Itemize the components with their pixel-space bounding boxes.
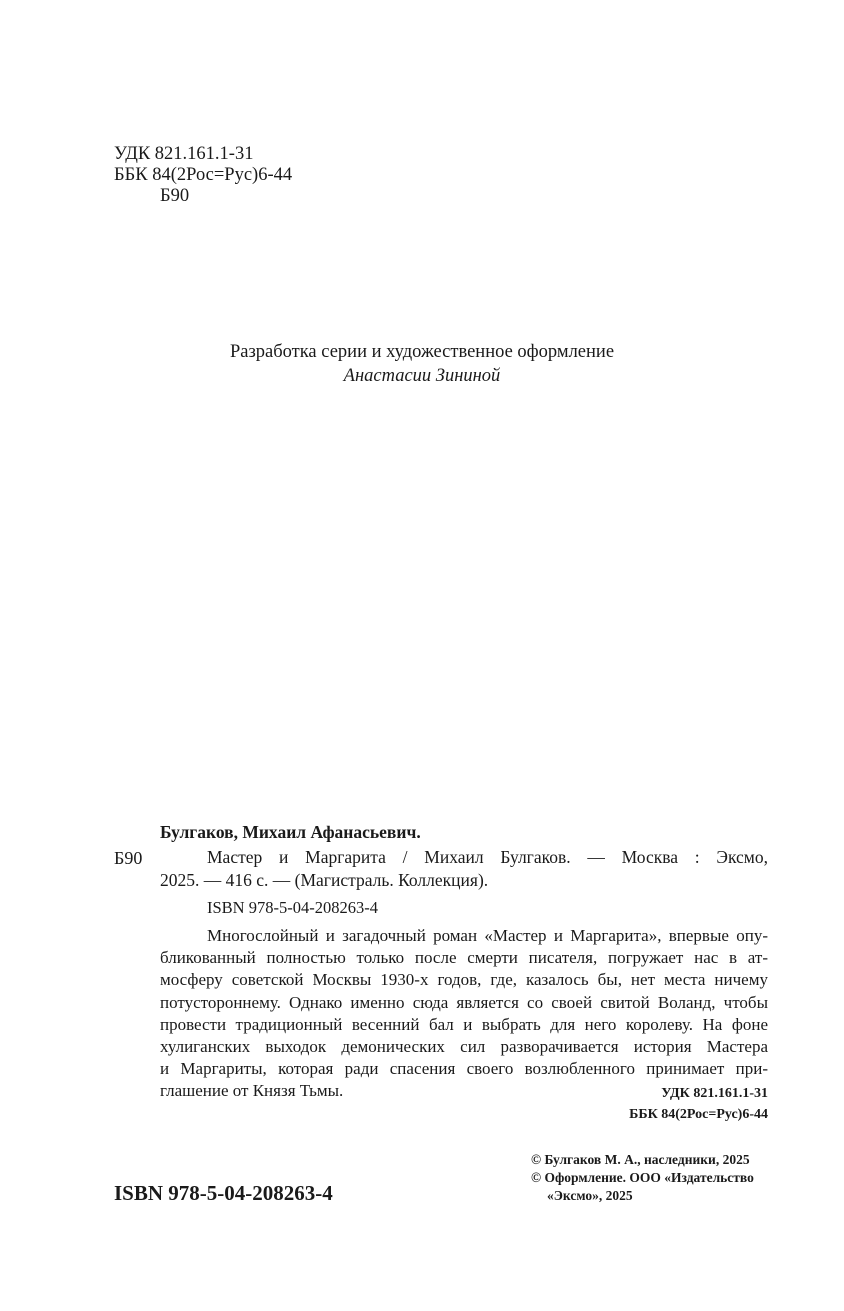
copyright-line: © Булгаков М. А., наследники, 2025	[531, 1152, 750, 1167]
udk-code-bottom: УДК 821.161.1-31	[661, 1086, 768, 1101]
annotation-line: бликованный полностью только после смерти писателя, погружает нас в ат-	[160, 948, 768, 968]
design-credit-title: Разработка серии и художественное оформление	[229, 342, 615, 362]
author-sign-top: Б90	[160, 186, 190, 206]
design-credit-name: Анастасии Зининой	[343, 366, 501, 386]
copyright-line: © Оформление. ООО «Издательство	[531, 1170, 754, 1185]
bbk-code-top: ББК 84(2Рос=Рус)6-44	[114, 165, 293, 185]
entry-isbn: ISBN 978-5-04-208263-4	[207, 898, 378, 917]
classification-bottom	[629, 1083, 768, 1125]
biblio-line: Мастер и Маргарита / Михаил Булгаков. — Москва : Эксмо,	[207, 847, 768, 867]
udk-code-top: УДК 821.161.1-31	[114, 144, 254, 164]
copyright-block	[531, 1151, 754, 1205]
bibliographic-record	[160, 846, 768, 891]
copyright-line: «Эксмо», 2025	[547, 1188, 633, 1203]
annotation-line: хулиганских выходок демонических сил разворачивается история Мастера	[160, 1036, 768, 1056]
entry-author-heading: Булгаков, Михаил Афанасьевич.	[160, 822, 421, 842]
entry-author-sign: Б90	[114, 848, 143, 868]
bbk-code-bottom: ББК 84(2Рос=Рус)6-44	[629, 1107, 768, 1122]
biblio-line: 2025. — 416 с. — (Магистраль. Коллекция).	[160, 869, 489, 890]
annotation-line: потустороннему. Однако именно сюда является со своей свитой Воланд, чтобы	[160, 992, 768, 1012]
isbn-large: ISBN 978-5-04-208263-4	[114, 1181, 333, 1205]
annotation-line: мосферу советской Москвы 1930-х годов, где, казалось бы, нет места ничему	[160, 970, 768, 990]
annotation-line: и Маргариты, которая ради спасения своего возлюбленного принимает при-	[160, 1059, 768, 1079]
annotation-line: глашение от Князя Тьмы.	[160, 1081, 344, 1101]
annotation-line: провести традиционный весенний бал и выбрать для него королеву. На фоне	[160, 1014, 768, 1034]
annotation-line: Многослойный и загадочный роман «Мастер и Маргарита», впервые опу-	[207, 926, 768, 945]
annotation	[160, 925, 768, 1103]
